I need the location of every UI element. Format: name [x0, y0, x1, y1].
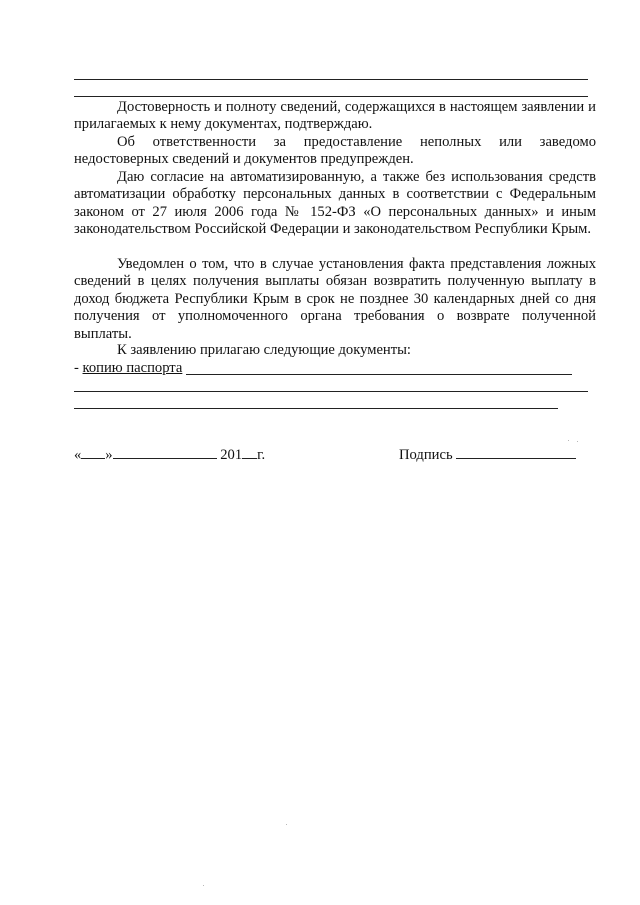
- year-prefix: 201: [220, 447, 243, 463]
- attachment-item-passport: копию паспорта: [82, 360, 183, 376]
- paragraph-responsibility: Об ответственности за предоставление неполных или заведомо недостоверных сведений и документов предупрежден.: [74, 134, 596, 168]
- signature-label: Подпись: [399, 447, 453, 463]
- attachment-line-3: [74, 408, 558, 409]
- attachment-line-2: [74, 391, 588, 392]
- signature-field: [399, 446, 576, 464]
- attachment-item: [74, 360, 182, 377]
- year-suffix: г.: [257, 447, 266, 463]
- paragraph-confirmation: Достоверность и полноту сведений, содержащихся в настоящем заявлении и прилагаемых к нему документах, подтверждаю.: [74, 99, 596, 133]
- date-open-quote: «: [74, 447, 82, 463]
- scan-speck: [286, 824, 287, 825]
- attachment-dash: -: [74, 360, 83, 376]
- signature-blank: [456, 446, 576, 459]
- attachment-line-1: [186, 374, 572, 375]
- scan-speck: [577, 441, 578, 442]
- year-blank: [242, 446, 257, 459]
- blank-line-top-2: [74, 96, 588, 97]
- scan-speck: [568, 440, 569, 441]
- paragraph-consent: Даю согласие на автоматизированную, а также без использования средств автоматизации обработку персональных данных в соответствии с Федеральным законом от 27 июля 2006 года № 152-ФЗ «О персональных данных» и иным законодательством Российской Федерации и законодательством Республики Крым.: [74, 169, 596, 238]
- month-blank: [113, 446, 217, 459]
- blank-line-top-1: [74, 79, 588, 80]
- scan-speck: [203, 885, 204, 886]
- day-blank: [81, 446, 105, 459]
- paragraph-notification: Уведомлен о том, что в случае установления факта представления ложных сведений в целях получения выплаты обязан возвратить полученную выплату в доход бюджета Республики Крым в срок не позднее 30 календарных дней со дня получения от уполномоченного органа требования о возврате полученной выплаты.: [74, 256, 596, 342]
- attachments-label: К заявлению прилагаю следующие документы:: [117, 342, 411, 358]
- date-field: [74, 446, 265, 464]
- date-close-quote: »: [105, 447, 113, 463]
